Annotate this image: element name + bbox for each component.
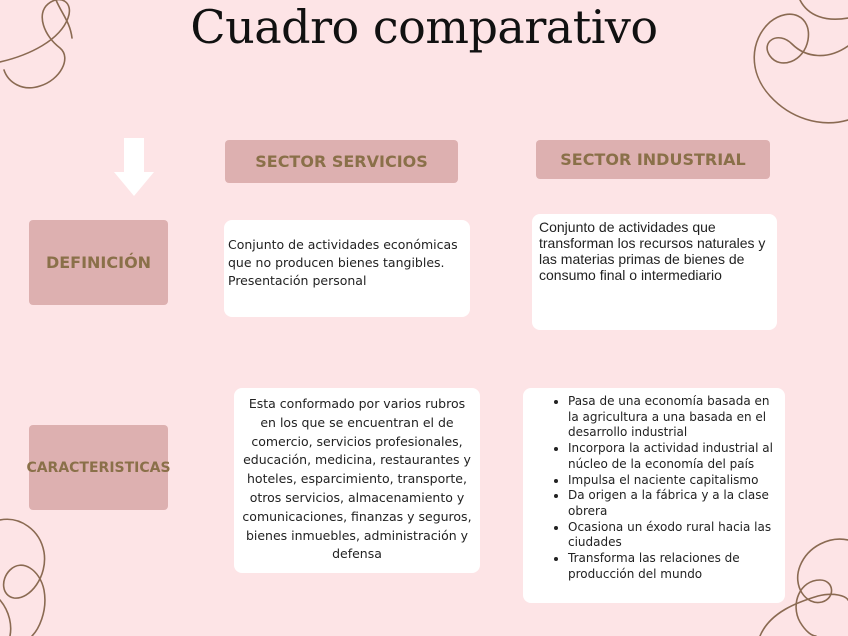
definicion-industrial-card [532,214,777,330]
row-label-definicion: DEFINICIÓN [29,220,168,305]
list-item: • Impulsa el naciente capitalismo [568,473,777,489]
row-label-caracteristicas: CARACTERISTICAS [29,425,168,510]
arrow-down-icon [114,138,154,196]
list-item: • Da origen a la fábrica y a la clase obrera [568,488,777,519]
list-item: • Incorpora la actividad industrial al núcleo de la economía del país [568,441,777,472]
list-item: • Ocasiona un éxodo rural hacia las ciudades [568,520,777,551]
list-item: • Transforma las relaciones de producción del mundo [568,551,777,582]
header-sector-industrial: SECTOR INDUSTRIAL [536,140,770,179]
header-sector-servicios: SECTOR SERVICIOS [225,140,458,183]
caracteristicas-industrial-list [531,394,777,582]
definicion-servicios-text: Conjunto de actividades económicas que no producen bienes tangibles. Presentación personal [228,237,458,288]
definicion-servicios-card [224,220,470,317]
caracteristicas-servicios-text: Esta conformado por varios rubros en los que se encuentran el de comercio, servicios profesionales, educación, medicina, restaurantes y hoteles, esparcimiento, transporte, otros servicios, almacenamiento y comunicaciones, finanzas y seguros, bienes inmuebles, administración y defensa [242,396,472,562]
caracteristicas-industrial-card [523,388,785,603]
caracteristicas-servicios-card [234,388,480,573]
page-title: Cuadro comparativo [190,0,658,54]
definicion-industrial-text: Conjunto de actividades que transforman los recursos naturales y las materias primas de bienes de consumo final o intermediario [539,219,766,283]
list-item: • Pasa de una economía basada en la agricultura a una basada en el desarrollo industrial [568,394,777,441]
